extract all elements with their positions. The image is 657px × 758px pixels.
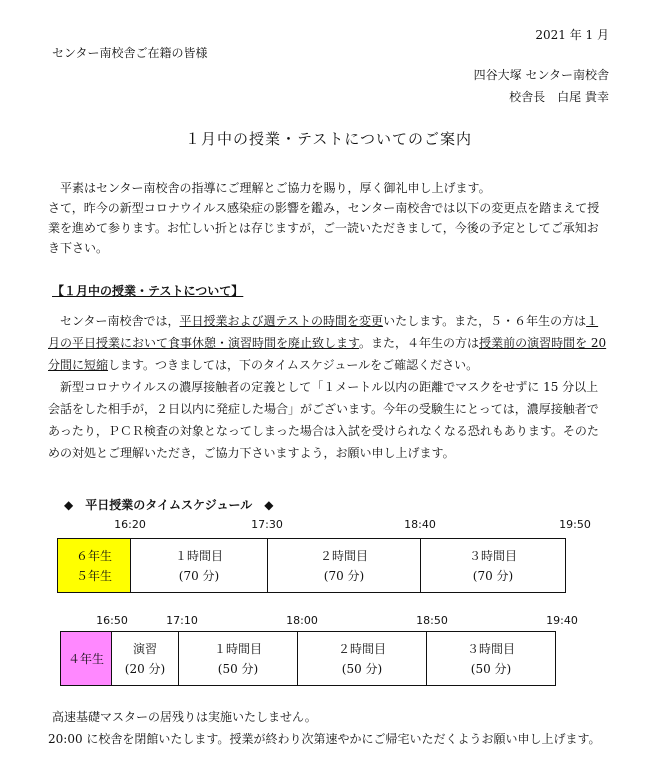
time-label: 18:00	[286, 614, 318, 627]
section-heading: 【１月中の授業・テストについて】	[52, 284, 244, 298]
intro-greeting: 平素はセンター南校舎の指導にご理解とご協力を賜り，厚く御礼申し上げます。	[60, 181, 491, 195]
time-label: 19:50	[559, 518, 591, 531]
grade-cell: ６年生 ５年生	[58, 539, 131, 593]
footer-closing-note: 20:00 に校舎を閉館いたします。授業が終わり次第速やかにご帰宅いただくようお願い申し上げます。	[48, 732, 601, 746]
time-label: 17:10	[166, 614, 198, 627]
time-label: 17:30	[251, 518, 283, 531]
document-title: １月中の授業・テストについてのご案内	[184, 130, 473, 148]
footer-note: 高速基礎マスターの居残りは実施いたしません。	[52, 710, 317, 724]
close-contact-paragraph: 新型コロナウイルスの濃厚接触者の定義として「１メートル以内の距離でマスクをせずに 15 分以上会話をした相手が，２日以内に発症した場合」がございます。今年の受験生にとっては，濃厚接触者であったり，ＰＣＲ検査の対象となってしまった場合は入試を受けられなくなる恐れもあります。そのための対処とご理解いただき，ご協力下さいますよう，お願い申し上げます。	[48, 380, 599, 460]
section-body	[48, 310, 608, 464]
schedule-title: ◆ 平日授業のタイムスケジュール ◆	[64, 498, 274, 512]
period-cell: １時間目 (50 分)	[179, 632, 298, 686]
schedule-table	[57, 538, 566, 593]
underlined-text: 平日授業および週テストの時間を変更	[179, 314, 384, 328]
time-label: 19:40	[546, 614, 578, 627]
period-cell: 演習 (20 分)	[112, 632, 179, 686]
addressee: センター南校舎ご在籍の皆様	[52, 46, 208, 60]
period-cell: １時間目 (70 分)	[131, 539, 268, 593]
time-label: 16:20	[114, 518, 146, 531]
schedule-change-paragraph: センター南校舎では，平日授業および週テストの時間を変更いたします。また，５・６年生の方は１月の平日授業において食事休憩・演習時間を廃止致します。また，４年生の方は授業前の演習時間を 20 分間に短縮します。つきましては，下のタイムスケジュールをご確認ください。	[48, 314, 607, 372]
period-cell: ３時間目 (70 分)	[421, 539, 566, 593]
underlined-text: １月の平日授業において食事休憩・演習時間を廃止致します	[48, 314, 599, 350]
intro-paragraph: さて，昨今の新型コロナウイルス感染症の影響を鑑み，センター南校舎では以下の変更点を踏まえて授業を進めて参ります。お忙しい折とは存じますが，ご一読いただきまして，今後の予定としてご承知おき下さい。	[48, 201, 600, 255]
sender-school: 四谷大塚 センター南校舎	[473, 68, 609, 82]
period-cell: ２時間目 (50 分)	[298, 632, 427, 686]
period-cell: ３時間目 (50 分)	[427, 632, 556, 686]
time-label: 16:50	[96, 614, 128, 627]
document-date: 2021 年 1 月	[535, 28, 609, 42]
grade-cell: ４年生	[61, 632, 112, 686]
time-label: 18:40	[404, 518, 436, 531]
time-label: 18:50	[416, 614, 448, 627]
schedule-table	[60, 631, 556, 686]
underlined-text: 授業前の演習時間を 20 分間に短縮	[48, 336, 607, 372]
sender-principal: 校舎長 白尾 貴幸	[509, 90, 609, 104]
period-cell: ２時間目 (70 分)	[268, 539, 421, 593]
